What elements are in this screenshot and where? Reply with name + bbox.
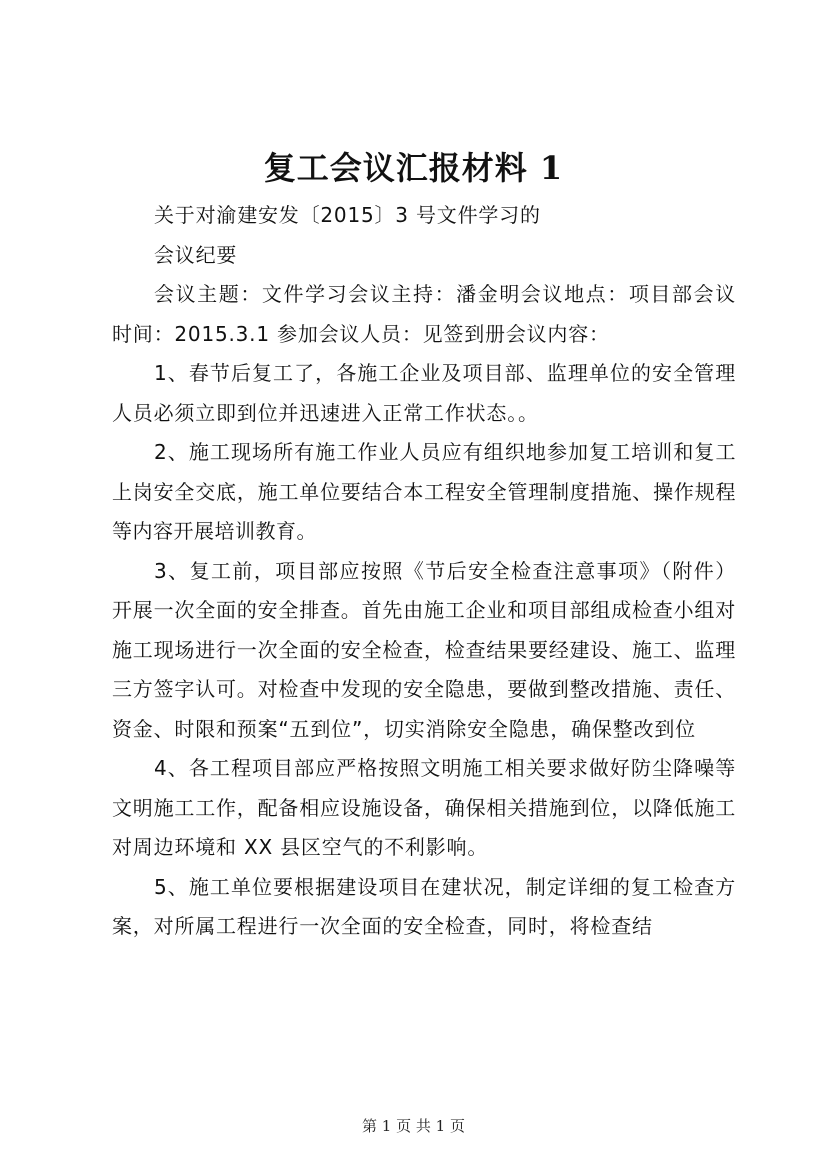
paragraph-item-2: 2、施工现场所有施工作业人员应有组织地参加复工培训和复工上岗安全交底，施工单位要结合本工程安全管理制度措施、操作规程等内容开展培训教育。 (112, 440, 736, 543)
document-body (112, 196, 736, 947)
paragraph-item-1: 1、春节后复工了，各施工企业及项目部、监理单位的安全管理人员必须立即到位并迅速进入正常工作状态。。 (112, 361, 736, 425)
paragraph-item-3: 3、复工前，项目部应按照《节后安全检查注意事项》（附件）开展一次全面的安全排查。首先由施工企业和项目部组成检查小组对施工现场进行一次全面的安全检查，检查结果要经建设、施工、监理三方签字认可。对检查中发现的安全隐患，要做到整改措施、责任、资金、时限和预案“五到位”，切实消除安全隐患，确保整改到位 (112, 558, 736, 741)
paragraph-subject-line: 关于对渝建安发〔2015〕3 号文件学习的 (154, 203, 541, 227)
paragraph-item-4: 4、各工程项目部应严格按照文明施工相关要求做好防尘降噪等文明施工工作，配备相应设施设备，确保相关措施到位，以降低施工对周边环境和 XX 县区空气的不利影响。 (112, 756, 736, 859)
paragraph-meeting-info: 会议主题：文件学习会议主持：潘金明会议地点：项目部会议时间：2015.3.1 参加会议人员：见签到册会议内容： (112, 282, 736, 346)
page-footer: 第 1 页 共 1 页 (362, 1117, 465, 1135)
paragraph-subject-subtitle: 会议纪要 (154, 242, 238, 267)
paragraph-item-5: 5、施工单位要根据建设项目在建状况，制定详细的复工检查方案，对所属工程进行一次全面的安全检查，同时，将检查结 (112, 874, 736, 938)
document-title: 复工会议汇报材料 1 (263, 149, 564, 187)
